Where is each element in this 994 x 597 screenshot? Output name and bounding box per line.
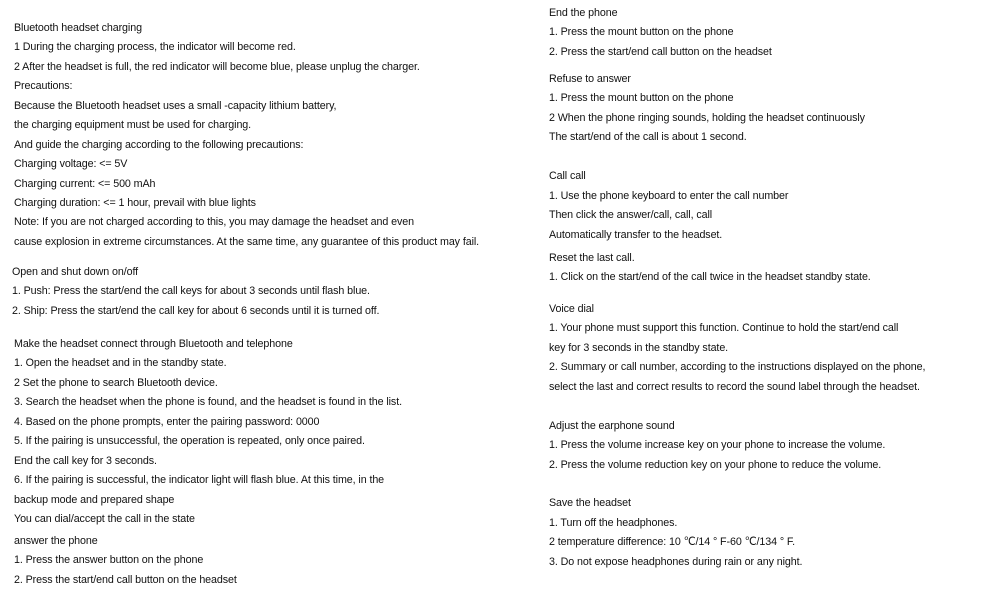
text-line: 1. Press the volume increase key on your phone to increase the volume. — [549, 439, 886, 451]
heading-charging: Bluetooth headset charging — [14, 22, 142, 34]
heading-sound: Adjust the earphone sound — [549, 420, 675, 432]
text-line: 1. Click on the start/end of the call twice in the headset standby state. — [549, 271, 871, 283]
text-line: 2. Ship: Press the start/end the call key for about 6 seconds until it is turned off. — [12, 305, 380, 317]
text-line: End the call key for 3 seconds. — [14, 455, 157, 467]
text-line: Automatically transfer to the headset. — [549, 229, 723, 241]
text-line: 1. Press the answer button on the phone — [14, 554, 204, 566]
text-line: 3. Do not expose headphones during rain or any night. — [549, 556, 803, 568]
text-line: key for 3 seconds in the standby state. — [549, 342, 729, 354]
text-line: 1. Press the mount button on the phone — [549, 92, 734, 104]
text-line: backup mode and prepared shape — [14, 494, 175, 506]
heading-call: Call call — [549, 170, 586, 182]
text-line: 2. Summary or call number, according to the instructions displayed on the phone, — [549, 361, 926, 373]
text-line: the charging equipment must be used for charging. — [14, 119, 252, 131]
text-line: 2 After the headset is full, the red indicator will become blue, please unplug the charger. — [14, 61, 420, 73]
text-line: Charging duration: <= 1 hour, prevail with blue lights — [14, 197, 256, 209]
text-line: 6. If the pairing is successful, the indicator light will flash blue. At this time, in the — [14, 474, 385, 486]
heading-pairing: Make the headset connect through Bluetooth and telephone — [14, 338, 293, 350]
text-line: 1. Open the headset and in the standby state. — [14, 357, 227, 369]
text-line: Because the Bluetooth headset uses a small -capacity lithium battery, — [14, 100, 337, 112]
text-line: 2 When the phone ringing sounds, holding the headset continuously — [549, 112, 865, 124]
text-line: Charging voltage: <= 5V — [14, 158, 128, 170]
text-line: Then click the answer/call, call, call — [549, 209, 713, 221]
text-line: 2. Press the start/end call button on the headset — [14, 574, 237, 586]
heading-precautions: Precautions: — [14, 80, 73, 92]
heading-voice-dial: Voice dial — [549, 303, 594, 315]
text-line: select the last and correct results to record the sound label through the headset. — [549, 381, 920, 393]
text-line: 3. Search the headset when the phone is found, and the headset is found in the list. — [14, 396, 402, 408]
heading-save: Save the headset — [549, 497, 631, 509]
text-line: And guide the charging according to the following precautions: — [14, 139, 304, 151]
text-line: 1. Your phone must support this function. Continue to hold the start/end call — [549, 322, 899, 334]
text-line: 1. Push: Press the start/end the call keys for about 3 seconds until flash blue. — [12, 285, 370, 297]
text-line: 2 temperature difference: 10 ℃/14 ° F-60 ℃/134 ° F. — [549, 536, 796, 548]
heading-answer: answer the phone — [14, 535, 98, 547]
text-line: The start/end of the call is about 1 second. — [549, 131, 747, 143]
heading-reset: Reset the last call. — [549, 252, 635, 264]
text-line: Note: If you are not charged according to this, you may damage the headset and even — [14, 216, 414, 228]
text-line: 5. If the pairing is unsuccessful, the operation is repeated, only once paired. — [14, 435, 365, 447]
text-line: You can dial/accept the call in the state — [14, 513, 195, 525]
text-line: 2. Press the volume reduction key on your phone to reduce the volume. — [549, 459, 882, 471]
text-line: 1. Use the phone keyboard to enter the call number — [549, 190, 789, 202]
text-line: 2 Set the phone to search Bluetooth device. — [14, 377, 218, 389]
text-line: cause explosion in extreme circumstances. At the same time, any guarantee of this product may fail. — [14, 236, 480, 248]
text-line: 2. Press the start/end call button on the headset — [549, 46, 772, 58]
text-line: 4. Based on the phone prompts, enter the pairing password: 0000 — [14, 416, 320, 428]
heading-power: Open and shut down on/off — [12, 266, 139, 278]
text-line: 1. Turn off the headphones. — [549, 517, 678, 529]
heading-refuse: Refuse to answer — [549, 73, 631, 85]
heading-end-phone: End the phone — [549, 7, 618, 19]
text-line: 1. Press the mount button on the phone — [549, 26, 734, 38]
text-line: Charging current: <= 500 mAh — [14, 178, 156, 190]
text-line: 1 During the charging process, the indicator will become red. — [14, 41, 296, 53]
